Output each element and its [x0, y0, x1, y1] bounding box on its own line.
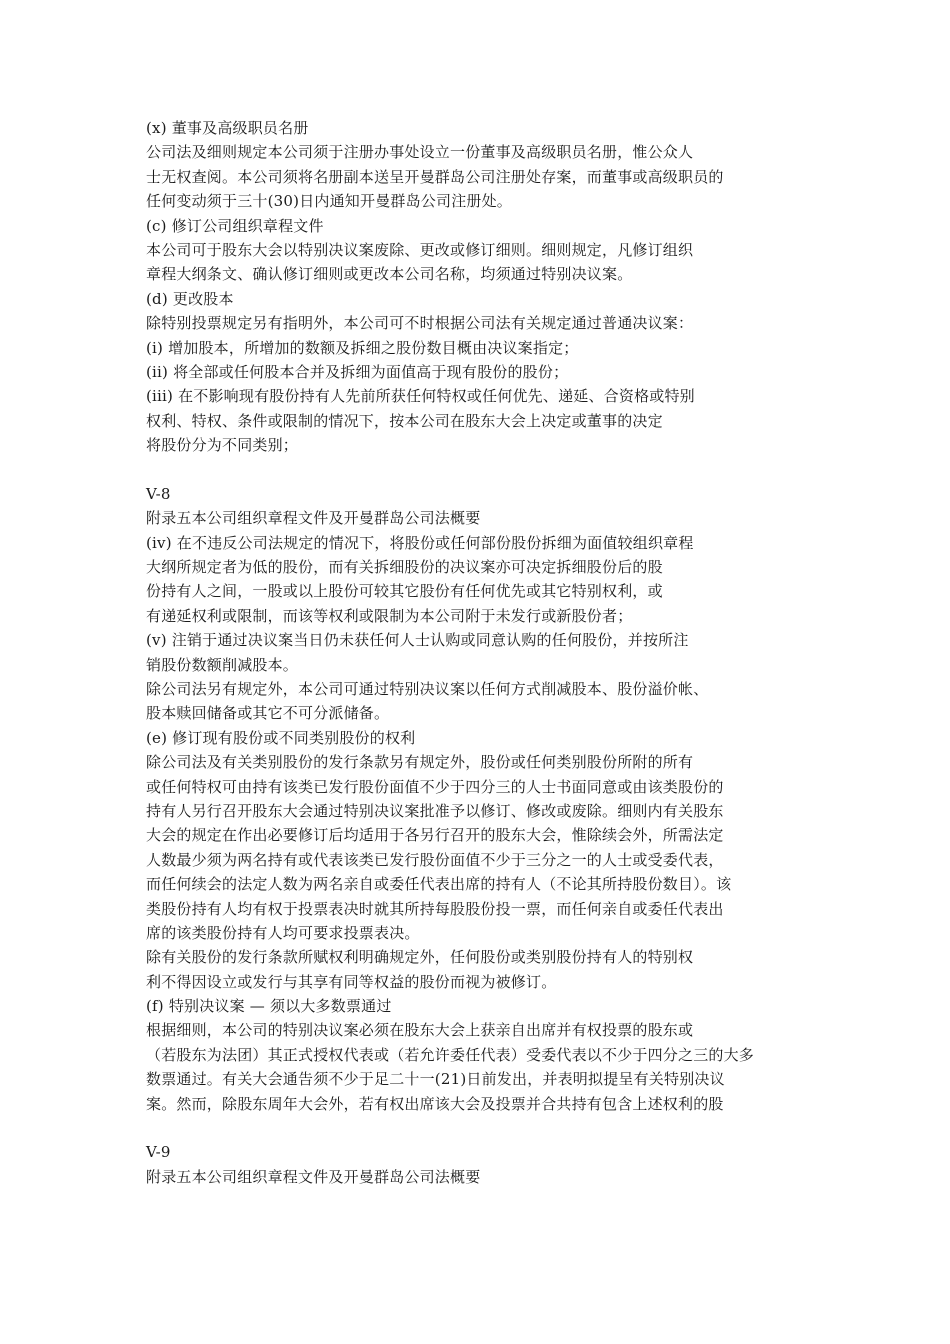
- list-item-i: (i) 增加股本，所增加的数额及拆细之股份数目概由决议案指定；: [146, 338, 579, 357]
- paragraph-line: 股本赎回储备或其它不可分派储备。: [146, 704, 390, 723]
- paragraph-line: 利不得因设立或发行与其享有同等权益的股份而视为被修订。: [146, 972, 557, 991]
- paragraph-line: 人数最少须为两名持有或代表该类已发行股份面值不少于三分之一的人士或受委代表，: [146, 850, 724, 869]
- paragraph-line: 持有人另行召开股东大会通过特别决议案批准予以修订、修改或废除。细则内有关股东: [146, 801, 724, 820]
- heading-c-amend-docs: (c) 修订公司组织章程文件: [146, 216, 324, 235]
- paragraph-line: 销股份数额削减股本。: [146, 655, 299, 674]
- paragraph-line: 章程大纲条文、确认修订细则或更改本公司名称，均须通过特别决议案。: [146, 265, 633, 284]
- list-item-ii: (ii) 将全部或任何股本合并及拆细为面值高于现有股份的股份；: [146, 362, 569, 381]
- list-item-v: (v) 注销于通过决议案当日仍未获任何人士认购或同意认购的任何股份，并按所注: [146, 631, 689, 650]
- paragraph-line: 根据细则，本公司的特别决议案必须在股东大会上获亲自出席并有权投票的股东或: [146, 1021, 694, 1040]
- paragraph-line: 权利、特权、条件或限制的情况下，按本公司在股东大会上决定或董事的决定: [146, 411, 663, 430]
- heading-d-alter-capital: (d) 更改股本: [146, 289, 234, 308]
- heading-x-register: (x) 董事及高级职员名册: [146, 119, 309, 137]
- paragraph-line: 席的该类股份持有人均可要求投票表决。: [146, 923, 420, 942]
- heading-e-modify-rights: (e) 修订现有股份或不同类别股份的权利: [146, 728, 416, 747]
- page-number: V-9: [146, 1143, 171, 1162]
- text-block-3: [146, 1140, 846, 1189]
- paragraph-line: 本公司可于股东大会以特别决议案废除、更改或修订细则。细则规定，凡修订组织: [146, 240, 694, 259]
- page-number: V-8: [146, 484, 171, 503]
- spacer: [146, 1116, 846, 1140]
- paragraph-line: 除特别投票规定另有指明外，本公司可不时根据公司法有关规定通过普通决议案：: [146, 314, 694, 333]
- spacer: [146, 457, 846, 481]
- paragraph-line: （若股东为法团）其正式授权代表或（若允许委任代表）受委代表以不少于四分之三的大多: [146, 1045, 755, 1064]
- paragraph-line: 任何变动须于三十(30)日内通知开曼群岛公司注册处。: [146, 192, 512, 211]
- paragraph-line: 士无权查阅。本公司须将名册副本送呈开曼群岛公司注册处存案，而董事或高级职员的: [146, 167, 724, 186]
- list-item-iii: (iii) 在不影响现有股份持有人先前所获任何特权或任何优先、递延、合资格或特别: [146, 387, 695, 406]
- paragraph-line: 公司法及细则规定本公司须于注册办事处设立一份董事及高级职员名册，惟公众人: [146, 143, 694, 162]
- page-header: 附录五本公司组织章程文件及开曼群岛公司法概要: [146, 509, 481, 528]
- paragraph-line: 除有关股份的发行条款所赋权利明确规定外，任何股份或类别股份持有人的特别权: [146, 948, 694, 967]
- paragraph-line: 大纲所规定者为低的股份，而有关拆细股份的决议案亦可决定拆细股份后的股: [146, 558, 663, 577]
- paragraph-line: 数票通过。有关大会通告须不少于足二十一(21)日前发出，并表明拟提呈有关特别决议: [146, 1070, 725, 1089]
- text-block-2: [146, 482, 846, 1116]
- document-page: [146, 116, 846, 1189]
- page-header: 附录五本公司组织章程文件及开曼群岛公司法概要: [146, 1167, 481, 1186]
- heading-f-special-resolution: (f) 特别决议案 — 须以大多数票通过: [146, 997, 392, 1016]
- paragraph-line: 而任何续会的法定人数为两名亲自或委任代表出席的持有人（不论其所持股份数目）。该: [146, 875, 732, 894]
- paragraph-line: 除公司法另有规定外，本公司可通过特别决议案以任何方式削减股本、股份溢价帐、: [146, 679, 709, 698]
- paragraph-line: 案。然而，除股东周年大会外，若有权出席该大会及投票并合共持有包含上述权利的股: [146, 1094, 724, 1113]
- paragraph-line: 大会的规定在作出必要修订后均适用于各另行召开的股东大会，惟除续会外，所需法定: [146, 826, 724, 845]
- paragraph-line: 或任何特权可由持有该类已发行股份面值不少于四分三的人士书面同意或由该类股份的: [146, 777, 724, 796]
- paragraph-line: 份持有人之间，一股或以上股份可较其它股份有任何优先或其它特别权利，或: [146, 582, 663, 601]
- paragraph-line: 有递延权利或限制，而该等权利或限制为本公司附于未发行或新股份者；: [146, 606, 633, 625]
- text-block-1: [146, 116, 846, 457]
- paragraph-line: 将股份分为不同类别；: [146, 436, 299, 455]
- list-item-iv: (iv) 在不违反公司法规定的情况下，将股份或任何部份股份拆细为面值较组织章程: [146, 533, 694, 552]
- paragraph-line: 类股份持有人均有权于投票表决时就其所持每股股份投一票，而任何亲自或委任代表出: [146, 899, 724, 918]
- paragraph-line: 除公司法及有关类别股份的发行条款另有规定外，股份或任何类别股份所附的所有: [146, 753, 694, 772]
